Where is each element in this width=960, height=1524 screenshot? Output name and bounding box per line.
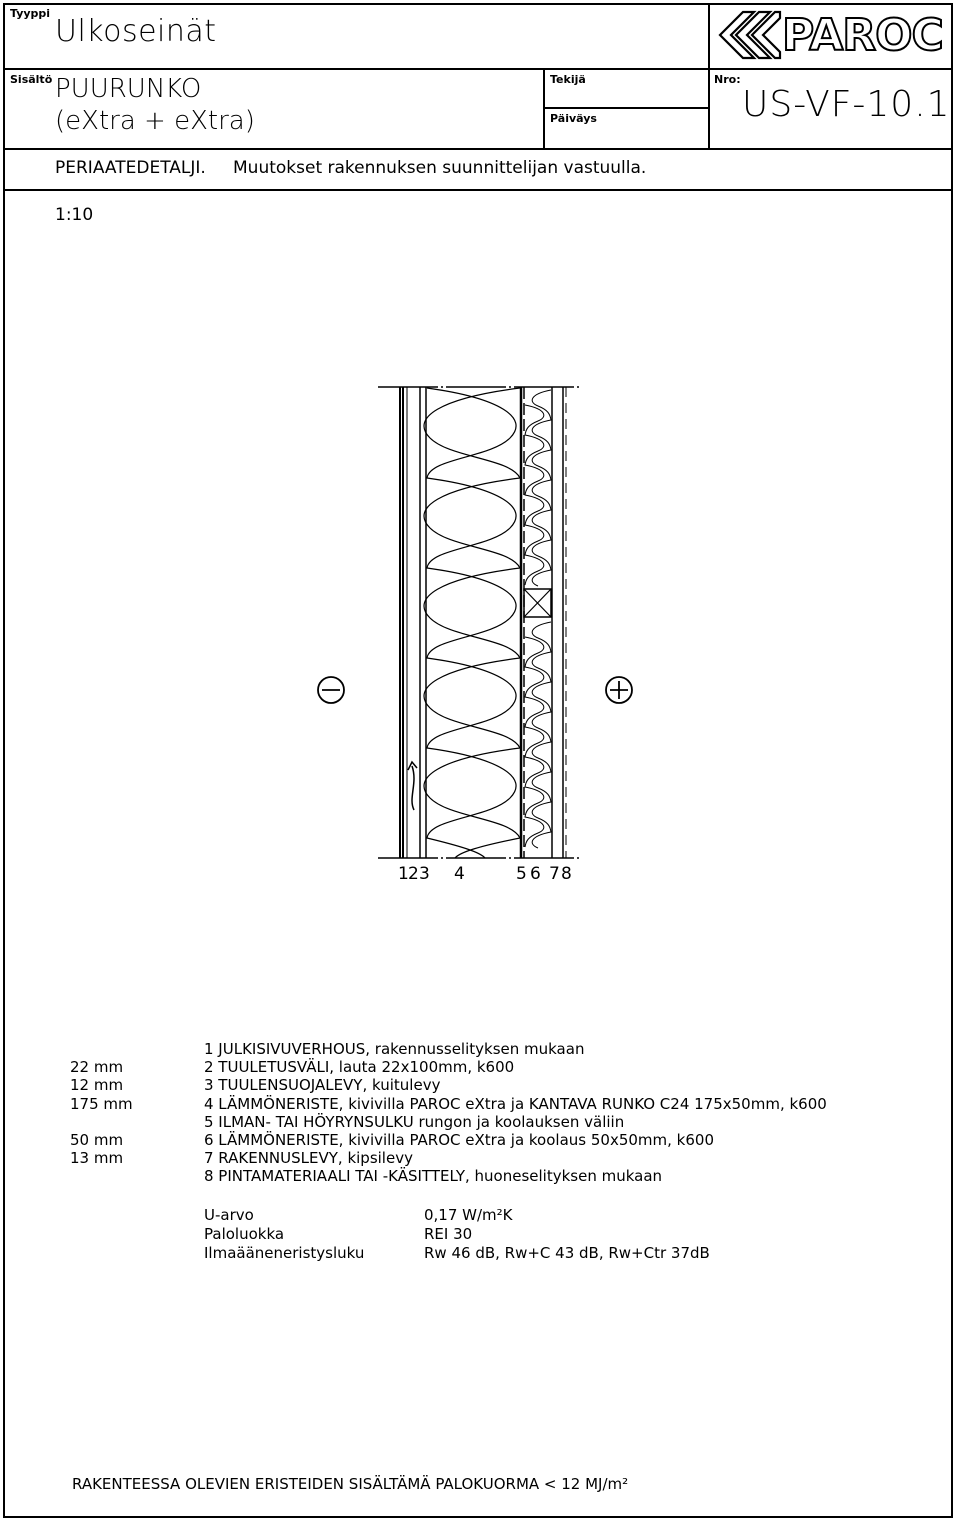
title-block-line xyxy=(3,68,953,70)
legend-text: 2 TUULETUSVÄLI, lauta 22x100mm, k600 xyxy=(204,1058,515,1077)
date-label: Päiväys xyxy=(550,112,597,125)
property-key: Ilmaääneneristysluku xyxy=(204,1244,365,1262)
content-line2: (eXtra + eXtra) xyxy=(55,106,255,136)
legend-text: 8 PINTAMATERIAALI TAI -KÄSITTELY, huoneselityksen mukaan xyxy=(204,1167,663,1186)
legend-text: 4 LÄMMÖNERISTE, kivivilla PAROC eXtra ja KANTAVA RUNKO C24 175x50mm, k600 xyxy=(204,1094,827,1113)
title-block-line xyxy=(3,189,953,191)
legend-text: 6 LÄMMÖNERISTE, kivivilla PAROC eXtra ja koolaus 50x50mm, k600 xyxy=(204,1130,714,1149)
detail-kind: PERIAATEDETALJI. xyxy=(55,158,206,178)
drawing-scale: 1:10 xyxy=(55,205,94,225)
legend-thickness: 13 mm xyxy=(70,1149,124,1168)
wall-section-drawing xyxy=(360,378,610,862)
content-line1: PUURUNKO xyxy=(55,74,202,104)
property-value: REI 30 xyxy=(424,1225,473,1243)
responsibility-note: Muutokset rakennuksen suunnittelijan vastuulla. xyxy=(233,158,647,178)
brand-logo: PAROC xyxy=(782,10,943,61)
title-block-line xyxy=(3,148,953,150)
plus-circle-icon xyxy=(604,675,634,705)
layer-number: 5 xyxy=(516,864,527,884)
title-block-line xyxy=(543,107,709,109)
author-label: Tekijä xyxy=(550,73,586,86)
page-title: Ulkoseinät xyxy=(55,14,217,49)
layer-number: 4 xyxy=(454,864,465,884)
legend-thickness: 22 mm xyxy=(70,1058,124,1077)
legend-text: 3 TUULENSUOJALEVY, kuitulevy xyxy=(204,1076,441,1095)
paroc-logo-icon xyxy=(716,8,784,62)
legend-text: 7 RAKENNUSLEVY, kipsilevy xyxy=(204,1149,413,1168)
property-value: Rw 46 dB, Rw+C 43 dB, Rw+Ctr 37dB xyxy=(424,1244,710,1262)
legend-text: 5 ILMAN- TAI HÖYRYNSULKU rungon ja koolauksen väliin xyxy=(204,1112,625,1131)
layer-number: 7 xyxy=(549,864,560,884)
number-label: Nro: xyxy=(714,73,741,86)
content-label: Sisältö xyxy=(10,73,53,86)
property-key: U-arvo xyxy=(204,1206,254,1224)
layer-number: 3 xyxy=(419,864,430,884)
drawing-number: US-VF-10.1 xyxy=(742,84,951,125)
legend-text: 1 JULKISIVUVERHOUS, rakennusselityksen mukaan xyxy=(204,1040,585,1058)
type-label: Tyyppi xyxy=(10,7,51,20)
layer-number: 1 xyxy=(398,864,409,884)
legend-thickness: 12 mm xyxy=(70,1076,124,1095)
layer-number: 2 xyxy=(408,864,419,884)
minus-circle-icon xyxy=(316,675,346,705)
layer-number: 8 xyxy=(561,864,572,884)
property-key: Paloluokka xyxy=(204,1225,285,1243)
title-block-line xyxy=(708,3,710,149)
legend-thickness: 50 mm xyxy=(70,1130,124,1149)
layer-number: 6 xyxy=(530,864,541,884)
fire-load-note: RAKENTEESSA OLEVIEN ERISTEIDEN SISÄLTÄMÄ PALOKUORMA < 12 MJ/m² xyxy=(72,1475,629,1493)
property-value: 0,17 W/m²K xyxy=(424,1206,513,1224)
legend-thickness: 175 mm xyxy=(70,1094,133,1113)
